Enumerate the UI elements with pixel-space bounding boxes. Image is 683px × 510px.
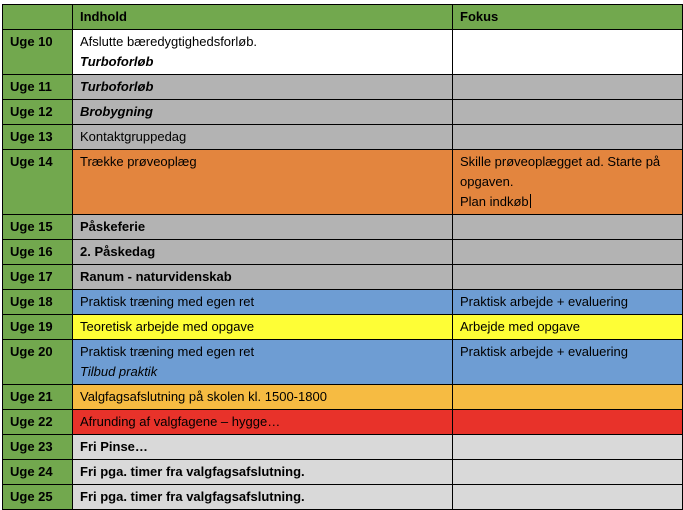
week-cell: Uge 13 [3,125,73,150]
content-text: Kontaktgruppedag [80,129,187,144]
header-content-cell: Indhold [73,5,453,30]
header-week-cell [3,5,73,30]
focus-cell [453,215,683,240]
table-row [3,75,683,100]
week-cell: Uge 25 [3,485,73,510]
table-row [3,435,683,460]
table-row [3,100,683,125]
focus-cell [453,385,683,410]
table-row [3,290,683,315]
week-cell: Uge 17 [3,265,73,290]
content-text: Fri Pinse… [80,439,148,454]
content-text: Tilbud praktik [80,364,158,379]
week-cell: Uge 12 [3,100,73,125]
week-cell: Uge 24 [3,460,73,485]
table-row [3,485,683,510]
content-cell [73,290,453,315]
focus-cell [453,125,683,150]
week-cell: Uge 23 [3,435,73,460]
content-cell [73,265,453,290]
content-cell [73,75,453,100]
focus-cell [453,435,683,460]
week-cell: Uge 15 [3,215,73,240]
content-cell [73,125,453,150]
content-cell [73,385,453,410]
content-text: Fri pga. timer fra valgfagsafslutning. [80,464,305,479]
week-cell: Uge 18 [3,290,73,315]
focus-text: Praktisk arbejde + evaluering [460,294,629,309]
content-text: Teoretisk arbejde med opgave [80,319,255,334]
content-text: Trække prøveoplæg [80,154,197,169]
table-row [3,150,683,215]
table-row [3,315,683,340]
focus-text: Skille prøveoplægget ad. Starte på opgaven. [460,154,661,189]
focus-text: Arbejde med opgave [460,319,580,334]
focus-text: Praktisk arbejde + evaluering [460,344,629,359]
schedule-body [3,30,683,510]
content-text: Afslutte bæredygtighedsforløb. [80,34,258,49]
content-cell [73,460,453,485]
table-row [3,125,683,150]
week-cell: Uge 19 [3,315,73,340]
content-text: Praktisk træning med egen ret [80,294,255,309]
header-focus-cell: Fokus [453,5,683,30]
content-text: Afrunding af valgfagene – hygge… [80,414,281,429]
text-cursor [530,194,531,208]
content-text: 2. Påskedag [80,244,156,259]
content-text: Praktisk træning med egen ret [80,344,255,359]
content-cell [73,100,453,125]
table-row [3,460,683,485]
focus-cell [453,340,683,385]
focus-text: Plan indkøb [460,194,529,209]
focus-cell [453,485,683,510]
header-row [3,5,683,30]
content-text: Påskeferie [80,219,146,234]
table-row [3,30,683,75]
schedule-document [2,4,683,510]
content-text: Fri pga. timer fra valgfagsafslutning. [80,489,305,504]
week-cell: Uge 10 [3,30,73,75]
content-text: Brobygning [80,104,153,119]
focus-cell [453,290,683,315]
week-cell: Uge 16 [3,240,73,265]
week-cell: Uge 20 [3,340,73,385]
focus-cell [453,315,683,340]
content-cell [73,340,453,385]
week-cell: Uge 21 [3,385,73,410]
focus-cell [453,100,683,125]
focus-cell [453,30,683,75]
content-text: Valgfagsafslutning på skolen kl. 1500-1800 [80,389,327,404]
table-row [3,240,683,265]
focus-cell [453,265,683,290]
content-cell [73,435,453,460]
focus-cell [453,240,683,265]
content-cell [73,410,453,435]
focus-cell [453,460,683,485]
content-text: Turboforløb [80,54,154,69]
content-cell [73,240,453,265]
content-text: Ranum - naturvidenskab [80,269,232,284]
week-cell: Uge 22 [3,410,73,435]
focus-cell [453,75,683,100]
focus-cell [453,150,683,215]
week-cell: Uge 11 [3,75,73,100]
content-text: Turboforløb [80,79,154,94]
content-cell [73,30,453,75]
focus-cell [453,410,683,435]
content-cell [73,215,453,240]
table-row [3,340,683,385]
content-cell [73,315,453,340]
table-row [3,385,683,410]
table-row [3,265,683,290]
week-cell: Uge 14 [3,150,73,215]
schedule-table [2,4,683,510]
table-row [3,410,683,435]
content-cell [73,150,453,215]
content-cell [73,485,453,510]
table-row [3,215,683,240]
